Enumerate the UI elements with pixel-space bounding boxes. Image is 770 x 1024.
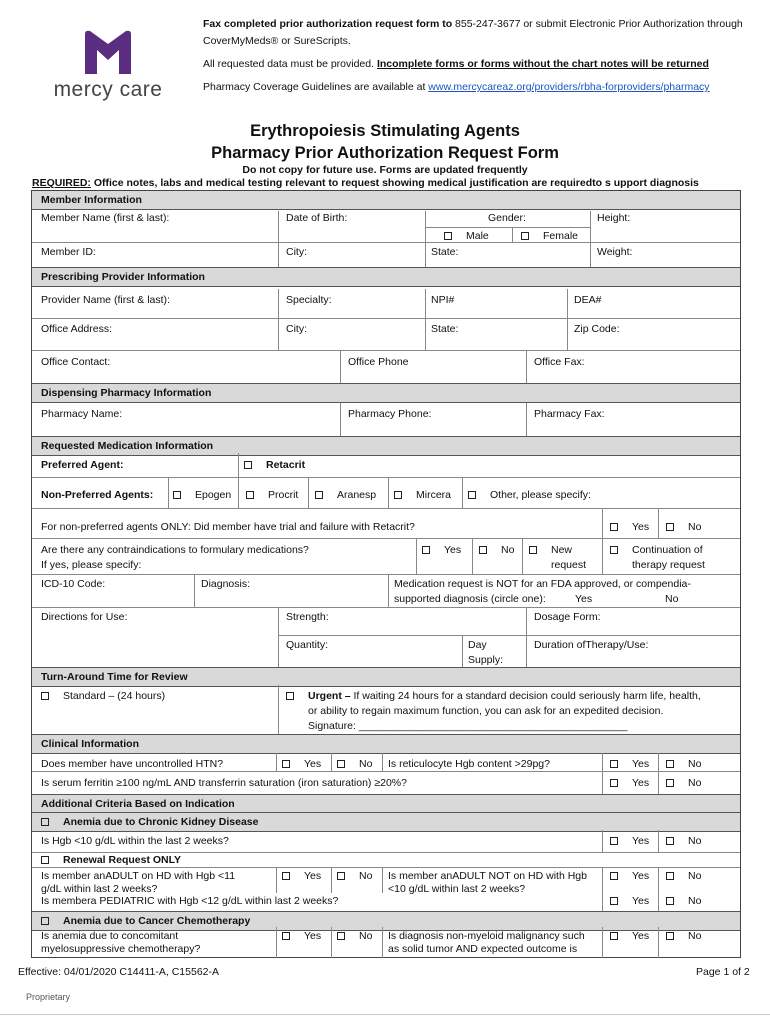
- htn-no-checkbox[interactable]: [337, 760, 345, 768]
- new-request-checkbox[interactable]: [529, 546, 537, 554]
- retic-yes-label: Yes: [632, 758, 650, 770]
- divider: [276, 753, 277, 771]
- urgent-label: Urgent –: [308, 690, 351, 702]
- nonmyeloid-yes-checkbox[interactable]: [610, 932, 618, 940]
- authorization-form: [31, 190, 741, 958]
- divider: [472, 538, 473, 574]
- divider: [526, 607, 527, 668]
- notice-bold: Incomplete forms or forms without the chart notes will be returned: [376, 58, 709, 70]
- adult-hd-yes-option[interactable]: [282, 869, 321, 884]
- divider: [526, 350, 527, 383]
- epogen-checkbox[interactable]: [173, 491, 181, 499]
- chemo-question-2: myelosuppressive chemotherapy?: [41, 943, 201, 955]
- divider: [32, 477, 740, 478]
- height-field[interactable]: Height:: [597, 212, 631, 224]
- section-criteria: Additional Criteria Based on Indication: [32, 794, 740, 814]
- day-supply-label-2: Supply:: [468, 654, 504, 666]
- nonmyeloid-yes-option[interactable]: [610, 929, 649, 944]
- required-label: REQUIRED:: [32, 177, 91, 189]
- ckd-subsection: [32, 812, 740, 832]
- office-contact-field[interactable]: Office Contact:: [41, 356, 111, 368]
- npi-field[interactable]: NPI#: [431, 294, 455, 306]
- directions-field[interactable]: Directions for Use:: [41, 611, 128, 623]
- hgb-question: Is Hgb <10 g/dL within the last 2 weeks?: [41, 835, 229, 847]
- retic-question: Is reticulocyte Hgb content >29pg?: [388, 758, 550, 770]
- divider: [32, 607, 740, 608]
- page-number: Page 1 of 2: [696, 966, 750, 978]
- pediatric-question: Is membera PEDIATRIC with Hgb <12 g/dL within last 2 weeks?: [41, 895, 339, 907]
- trial-yes-option[interactable]: [610, 520, 649, 535]
- urgent-checkbox[interactable]: [286, 692, 294, 700]
- contra-no-option[interactable]: [479, 543, 514, 558]
- adult-hd-no-checkbox[interactable]: [337, 872, 345, 880]
- diagnosis-field[interactable]: Diagnosis:: [201, 578, 251, 590]
- female-label: Female: [543, 230, 579, 242]
- fax-number: 855-247-3677 or submit Electronic Prior Authorization through: [455, 18, 743, 30]
- nonmyeloid-no-label: No: [688, 930, 702, 942]
- pediatric-no-option[interactable]: [666, 894, 701, 909]
- page-title: Erythropoiesis Stimulating Agents: [250, 122, 520, 140]
- divider: [32, 867, 740, 868]
- section-pharmacy-info: Dispensing Pharmacy Information: [32, 383, 740, 403]
- divider: [388, 574, 389, 607]
- adult-hd-question-2: g/dL within last 2 weeks?: [41, 883, 158, 895]
- divider: [194, 574, 195, 607]
- fda-question: Medication request is NOT for an FDA approved, or compendia-: [394, 578, 691, 590]
- contraindications-specify[interactable]: If yes, please specify:: [41, 559, 142, 571]
- divider: [331, 867, 332, 893]
- continuation-label: Continuation of: [632, 544, 703, 556]
- other-checkbox[interactable]: [468, 491, 476, 499]
- pediatric-no-label: No: [688, 895, 702, 907]
- section-member-info: Member Information: [32, 191, 740, 210]
- member-id-field[interactable]: Member ID:: [41, 246, 96, 258]
- chemo-yes-checkbox[interactable]: [282, 932, 290, 940]
- retic-yes-checkbox[interactable]: [610, 760, 618, 768]
- quantity-field[interactable]: Quantity:: [286, 639, 329, 651]
- trial-no-label: No: [688, 521, 702, 533]
- mircera-option[interactable]: [394, 488, 451, 503]
- member-state-field[interactable]: State:: [431, 246, 459, 258]
- divider: [590, 211, 591, 267]
- divider: [462, 635, 463, 668]
- contraindications-question: Are there any contraindications to formulary medications?: [41, 544, 309, 556]
- chemo-question: Is anemia due to concomitant: [41, 930, 179, 942]
- contra-no-label: No: [501, 544, 515, 556]
- office-state-field[interactable]: State:: [431, 323, 459, 335]
- adult-hd-yes-checkbox[interactable]: [282, 872, 290, 880]
- footer-bar: [0, 1014, 770, 1024]
- htn-no-label: No: [359, 758, 373, 770]
- divider: [512, 227, 513, 242]
- nonmyeloid-question: Is diagnosis non-myeloid malignancy such: [388, 930, 585, 942]
- retacrit-checkbox[interactable]: [244, 461, 252, 469]
- standard-checkbox[interactable]: [41, 692, 49, 700]
- ferritin-no-label: No: [688, 777, 702, 789]
- epogen-label: Epogen: [195, 489, 232, 501]
- member-name-field[interactable]: Member Name (first & last):: [41, 212, 170, 224]
- nonmyeloid-yes-label: Yes: [632, 930, 650, 942]
- divider: [602, 753, 603, 795]
- divider: [526, 403, 527, 436]
- divider: [658, 830, 659, 852]
- nonpreferred-agents-label: Non-Preferred Agents:: [41, 489, 154, 501]
- adult-hd-question: Is member anADULT on HD with Hgb <11: [41, 870, 236, 882]
- specialty-field[interactable]: Specialty:: [286, 294, 332, 306]
- fax-instruction: Fax completed prior authorization request form to: [203, 18, 453, 30]
- divider: [168, 477, 169, 508]
- adult-hd-yes-label: Yes: [304, 870, 322, 882]
- divider: [278, 635, 740, 636]
- proprietary-label: Proprietary: [26, 992, 71, 1002]
- new-request-option[interactable]: [529, 543, 572, 558]
- ferritin-yes-checkbox[interactable]: [610, 779, 618, 787]
- hgb-yes-checkbox[interactable]: [610, 837, 618, 845]
- zip-code-field[interactable]: Zip Code:: [574, 323, 620, 335]
- renewal-label: Renewal Request ONLY: [63, 854, 182, 866]
- chemo-checkbox[interactable]: [41, 917, 49, 925]
- contra-no-checkbox[interactable]: [479, 546, 487, 554]
- retacrit-trial-question: For non-preferred agents ONLY: Did member have trial and failure with Retacrit?: [41, 521, 415, 533]
- male-checkbox[interactable]: [444, 232, 452, 240]
- contra-yes-option[interactable]: [422, 543, 461, 558]
- divider: [425, 289, 426, 350]
- continuation-checkbox[interactable]: [610, 546, 618, 554]
- retacrit-label: Retacrit: [266, 459, 306, 471]
- procrit-option[interactable]: [246, 488, 298, 503]
- ckd-label: Anemia due to Chronic Kidney Disease: [63, 816, 259, 828]
- divider: [462, 477, 463, 508]
- continuation-option[interactable]: [610, 543, 703, 558]
- divider: [308, 477, 309, 508]
- divider: [32, 318, 740, 319]
- required-note: [32, 177, 699, 189]
- ferritin-yes-label: Yes: [632, 777, 650, 789]
- htn-yes-checkbox[interactable]: [282, 760, 290, 768]
- trial-yes-checkbox[interactable]: [610, 523, 618, 531]
- fda-yes[interactable]: Yes: [575, 593, 593, 605]
- hgb-no-option[interactable]: [666, 834, 701, 849]
- other-option[interactable]: [468, 488, 591, 503]
- hgb-yes-label: Yes: [632, 835, 650, 847]
- mircera-checkbox[interactable]: [394, 491, 402, 499]
- trial-no-option[interactable]: [666, 520, 701, 535]
- new-request-label: New: [551, 544, 573, 556]
- epogen-option[interactable]: [173, 488, 231, 503]
- procrit-checkbox[interactable]: [246, 491, 254, 499]
- hgb-no-label: No: [688, 835, 702, 847]
- chemo-label: Anemia due to Cancer Chemotherapy: [63, 915, 251, 927]
- chemo-no-option[interactable]: [337, 929, 372, 944]
- chemo-subsection: [32, 911, 740, 931]
- fda-question-2: supported diagnosis (circle one):: [394, 593, 546, 605]
- provider-name-field[interactable]: Provider Name (first & last):: [41, 294, 170, 306]
- strength-field[interactable]: Strength:: [286, 611, 329, 623]
- trial-yes-label: Yes: [632, 521, 650, 533]
- gender-label: Gender:: [488, 212, 526, 224]
- office-address-field[interactable]: Office Address:: [41, 323, 113, 335]
- standard-option[interactable]: [41, 689, 165, 704]
- contra-yes-label: Yes: [444, 544, 462, 556]
- required-text: Office notes, labs and medical testing relevant to request showing medical justification are requiredto s upport diagnosis: [93, 177, 699, 189]
- divider: [238, 453, 239, 477]
- divider: [238, 477, 239, 508]
- adult-nohd-yes-option[interactable]: [610, 869, 649, 884]
- divider: [278, 211, 279, 267]
- adult-nohd-yes-checkbox[interactable]: [610, 872, 618, 880]
- office-fax-field[interactable]: Office Fax:: [534, 356, 585, 368]
- pediatric-yes-checkbox[interactable]: [610, 897, 618, 905]
- fda-no[interactable]: No: [665, 593, 679, 605]
- divider: [331, 753, 332, 771]
- ferritin-no-checkbox[interactable]: [666, 779, 674, 787]
- retic-yes-option[interactable]: [610, 757, 649, 772]
- nonmyeloid-no-checkbox[interactable]: [666, 932, 674, 940]
- divider: [602, 508, 603, 538]
- adult-nohd-question: Is member anADULT NOT on HD with Hgb: [388, 870, 587, 882]
- hgb-no-checkbox[interactable]: [666, 837, 674, 845]
- pharmacy-phone-field[interactable]: Pharmacy Phone:: [348, 408, 432, 420]
- adult-nohd-no-checkbox[interactable]: [666, 872, 674, 880]
- section-clinical: Clinical Information: [32, 734, 740, 754]
- divider: [32, 242, 740, 243]
- chemo-no-label: No: [359, 930, 373, 942]
- retacrit-option[interactable]: [244, 458, 305, 473]
- icd10-field[interactable]: ICD-10 Code:: [41, 578, 106, 590]
- office-city-field[interactable]: City:: [286, 323, 307, 335]
- nonmyeloid-no-option[interactable]: [666, 929, 701, 944]
- urgent-text: If waiting 24 hours for a standard decision could seriously harm life, health,: [353, 690, 701, 702]
- divider: [522, 538, 523, 574]
- aranesp-label: Aranesp: [337, 489, 377, 501]
- pediatric-no-checkbox[interactable]: [666, 897, 674, 905]
- divider: [340, 403, 341, 436]
- subtitle: Do not copy for future use. Forms are updated frequently: [242, 164, 528, 176]
- section-prescriber-info: Prescribing Provider Information: [32, 267, 740, 287]
- divider: [276, 867, 277, 893]
- guidelines-link[interactable]: www.mercycareaz.org/providers/rbha-forproviders/pharmacy: [428, 81, 710, 93]
- divider: [416, 538, 417, 574]
- pharmacy-name-field[interactable]: Pharmacy Name:: [41, 408, 123, 420]
- ferritin-question: Is serum ferritin ≥100 ng/mL AND transferrin saturation (iron saturation) ≥20%?: [41, 777, 407, 789]
- divider: [278, 607, 279, 668]
- section-turnaround: Turn-Around Time for Review: [32, 667, 740, 687]
- divider: [567, 289, 568, 350]
- new-request-label-2: request: [551, 559, 587, 571]
- divider: [32, 350, 740, 351]
- nonmyeloid-question-2: as solid tumor AND expected outcome is: [388, 943, 578, 955]
- divider: [32, 771, 740, 772]
- renewal-checkbox[interactable]: [41, 856, 49, 864]
- divider: [382, 753, 383, 771]
- htn-question: Does member have uncontrolled HTN?: [41, 758, 224, 770]
- pediatric-yes-option[interactable]: [610, 894, 649, 909]
- retic-no-option[interactable]: [666, 757, 701, 772]
- adult-nohd-question-2: <10 g/dL within last 2 weeks?: [388, 883, 526, 895]
- divider: [658, 508, 659, 538]
- page-title-2: Pharmacy Prior Authorization Request Form: [211, 144, 559, 162]
- adult-nohd-yes-label: Yes: [632, 870, 650, 882]
- divider: [658, 927, 659, 958]
- male-label: Male: [466, 230, 489, 242]
- urgent-text-2: or ability to regain maximum function, you can ask for an expedited decision.: [308, 705, 664, 717]
- divider: [602, 538, 603, 574]
- chemo-yes-option[interactable]: [282, 929, 321, 944]
- htn-yes-option[interactable]: [282, 757, 321, 772]
- continuation-label-2: therapy request: [632, 559, 705, 571]
- divider: [425, 227, 590, 228]
- dob-field[interactable]: Date of Birth:: [286, 212, 348, 224]
- ferritin-no-option[interactable]: [666, 776, 701, 791]
- ckd-checkbox[interactable]: [41, 818, 49, 826]
- divider: [32, 538, 740, 539]
- divider: [278, 289, 279, 350]
- divider: [278, 685, 279, 735]
- day-supply-label[interactable]: Day: [468, 639, 487, 651]
- divider: [388, 477, 389, 508]
- notice-text: All requested data must be provided.: [203, 58, 375, 70]
- form-header: [203, 17, 755, 103]
- divider: [331, 927, 332, 958]
- contra-yes-checkbox[interactable]: [422, 546, 430, 554]
- divider: [382, 927, 383, 958]
- pediatric-yes-label: Yes: [632, 895, 650, 907]
- divider: [276, 927, 277, 958]
- renewal-option[interactable]: [41, 853, 181, 868]
- chemo-no-checkbox[interactable]: [337, 932, 345, 940]
- member-city-field[interactable]: City:: [286, 246, 307, 258]
- divider: [382, 867, 383, 893]
- adult-hd-no-label: No: [359, 870, 373, 882]
- effective-date: Effective: 04/01/2020 C14411-A, C15562-A: [18, 966, 219, 978]
- divider: [425, 211, 426, 267]
- dea-field[interactable]: DEA#: [574, 294, 602, 306]
- hgb-yes-option[interactable]: [610, 834, 649, 849]
- other-label: Other, please specify:: [490, 489, 591, 501]
- standard-label: Standard – (24 hours): [63, 690, 166, 702]
- mercy-care-m-icon: [83, 30, 133, 74]
- mercy-care-logo: [48, 30, 168, 102]
- female-checkbox[interactable]: [521, 232, 529, 240]
- weight-field[interactable]: Weight:: [597, 246, 633, 258]
- retic-no-checkbox[interactable]: [666, 760, 674, 768]
- htn-yes-label: Yes: [304, 758, 322, 770]
- divider: [340, 350, 341, 383]
- retic-no-label: No: [688, 758, 702, 770]
- aranesp-checkbox[interactable]: [315, 491, 323, 499]
- mircera-label: Mircera: [416, 489, 452, 501]
- ferritin-yes-option[interactable]: [610, 776, 649, 791]
- divider: [602, 867, 603, 911]
- divider: [658, 753, 659, 795]
- adult-nohd-no-label: No: [688, 870, 702, 882]
- trial-no-checkbox[interactable]: [666, 523, 674, 531]
- divider: [32, 574, 740, 575]
- duration-field[interactable]: Duration ofTherapy/Use:: [534, 639, 649, 651]
- adult-nohd-no-option[interactable]: [666, 869, 701, 884]
- htn-no-option[interactable]: [337, 757, 372, 772]
- divider: [658, 867, 659, 911]
- signature-field[interactable]: Signature: ______________________________________________: [308, 720, 628, 732]
- pharmacy-fax-field[interactable]: Pharmacy Fax:: [534, 408, 605, 420]
- dosage-form-field[interactable]: Dosage Form:: [534, 611, 601, 623]
- divider: [32, 508, 740, 509]
- fax-line2: CoverMyMeds® or SureScripts.: [203, 35, 351, 47]
- logo-brand-text: mercy care: [53, 78, 163, 101]
- aranesp-option[interactable]: [315, 488, 376, 503]
- office-phone-field[interactable]: Office Phone: [348, 356, 409, 368]
- chemo-yes-label: Yes: [304, 930, 322, 942]
- divider: [602, 830, 603, 852]
- divider: [602, 927, 603, 958]
- preferred-agent-label: Preferred Agent:: [41, 459, 124, 471]
- section-medication-info: Requested Medication Information: [32, 436, 740, 456]
- procrit-label: Procrit: [268, 489, 299, 501]
- adult-hd-no-option[interactable]: [337, 869, 372, 884]
- urgent-option[interactable]: [286, 689, 701, 704]
- guidelines-text: Pharmacy Coverage Guidelines are available at: [203, 81, 426, 93]
